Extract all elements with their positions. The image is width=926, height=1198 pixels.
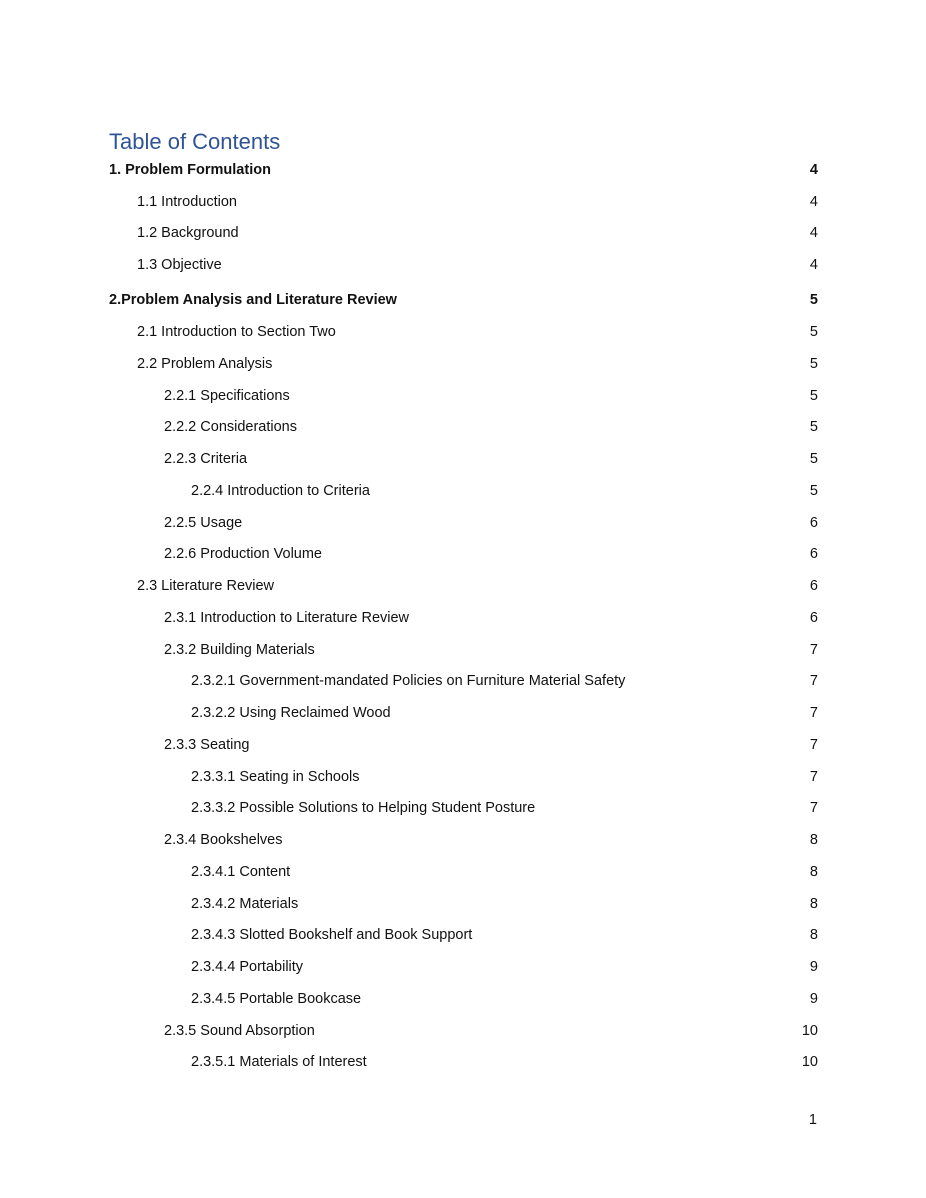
toc-entry[interactable] xyxy=(109,924,818,946)
toc-entry-label: 1. Problem Formulation xyxy=(109,162,271,178)
toc-entry-label: 2.3.4.1 Content xyxy=(191,864,291,880)
toc-entry[interactable] xyxy=(109,321,818,343)
toc-entry-label: 2.3.2 Building Materials xyxy=(164,642,315,658)
toc-entry-label: 2.3.4.2 Materials xyxy=(191,896,299,912)
toc-entry-page-number: 4 xyxy=(809,257,818,273)
toc-entry-page-number: 10 xyxy=(801,1023,818,1039)
toc-entry[interactable] xyxy=(109,1051,818,1073)
toc-entry[interactable] xyxy=(109,670,818,692)
toc-entry[interactable] xyxy=(109,480,818,502)
toc-entry-label: 2.2.3 Criteria xyxy=(164,451,248,467)
toc-entry-label: 2.3.4.3 Slotted Bookshelf and Book Support xyxy=(191,927,473,943)
toc-entry-label: 2.3.4.4 Portability xyxy=(191,959,304,975)
toc-entry-page-number: 5 xyxy=(809,419,818,435)
toc-entry-label: 2.3.4.5 Portable Bookcase xyxy=(191,991,362,1007)
toc-entry-page-number: 5 xyxy=(809,388,818,404)
toc-entry-page-number: 4 xyxy=(809,194,818,210)
toc-entry-page-number: 4 xyxy=(809,162,818,178)
toc-entry-label: 2.3.5 Sound Absorption xyxy=(164,1023,315,1039)
toc-entry-label: 2.3.4 Bookshelves xyxy=(164,832,283,848)
toc-entry[interactable] xyxy=(109,159,818,181)
toc-entry-label: 2.1 Introduction to Section Two xyxy=(137,324,336,340)
toc-entry-page-number: 8 xyxy=(809,927,818,943)
toc-entry[interactable] xyxy=(109,416,818,438)
toc-entry[interactable] xyxy=(109,702,818,724)
toc-entry[interactable] xyxy=(109,797,818,819)
toc-entry[interactable] xyxy=(109,543,818,565)
toc-entry-page-number: 9 xyxy=(809,991,818,1007)
toc-entry[interactable] xyxy=(109,988,818,1010)
toc-entry-page-number: 6 xyxy=(809,515,818,531)
toc-entry[interactable] xyxy=(109,734,818,756)
toc-entry[interactable] xyxy=(109,956,818,978)
toc-entry[interactable] xyxy=(109,861,818,883)
toc-entry-page-number: 6 xyxy=(809,546,818,562)
toc-entry-label: 2.3.3 Seating xyxy=(164,737,250,753)
table-of-contents xyxy=(109,0,818,1198)
toc-entry-label: 2.2 Problem Analysis xyxy=(137,356,273,372)
toc-entry-label: 1.1 Introduction xyxy=(137,194,237,210)
toc-entry[interactable] xyxy=(109,829,818,851)
toc-entry-page-number: 5 xyxy=(809,451,818,467)
toc-entry-page-number: 7 xyxy=(809,673,818,689)
toc-entry[interactable] xyxy=(109,1020,818,1042)
toc-entry-label: 1.2 Background xyxy=(137,225,239,241)
toc-entry[interactable] xyxy=(109,893,818,915)
toc-entry-page-number: 7 xyxy=(809,705,818,721)
toc-entry-page-number: 8 xyxy=(809,832,818,848)
toc-entry-label: 2.Problem Analysis and Literature Review xyxy=(109,292,397,308)
toc-entry[interactable] xyxy=(109,289,818,311)
toc-entry-label: 1.3 Objective xyxy=(137,257,222,273)
toc-entry-page-number: 10 xyxy=(801,1054,818,1070)
toc-entry-page-number: 9 xyxy=(809,959,818,975)
toc-entry-page-number: 5 xyxy=(809,356,818,372)
toc-entry-page-number: 7 xyxy=(809,642,818,658)
toc-entry[interactable] xyxy=(109,222,818,244)
toc-entry-label: 2.3.2.2 Using Reclaimed Wood xyxy=(191,705,391,721)
toc-entry-label: 2.2.2 Considerations xyxy=(164,419,297,435)
toc-entry-page-number: 6 xyxy=(809,578,818,594)
toc-entry-page-number: 5 xyxy=(809,483,818,499)
toc-entry[interactable] xyxy=(109,385,818,407)
toc-entry[interactable] xyxy=(109,607,818,629)
toc-entry-label: 2.2.4 Introduction to Criteria xyxy=(191,483,370,499)
toc-entry[interactable] xyxy=(109,191,818,213)
toc-entry[interactable] xyxy=(109,353,818,375)
toc-entry-label: 2.3 Literature Review xyxy=(137,578,275,594)
toc-entry-page-number: 4 xyxy=(809,225,818,241)
toc-entry[interactable] xyxy=(109,512,818,534)
toc-entry-page-number: 7 xyxy=(809,737,818,753)
toc-entry-label: 2.3.3.2 Possible Solutions to Helping Student Posture xyxy=(191,800,536,816)
page-number-footer: 1 xyxy=(808,1112,817,1128)
toc-entry[interactable] xyxy=(109,766,818,788)
toc-title: Table of Contents xyxy=(109,129,281,154)
toc-entry-page-number: 8 xyxy=(809,864,818,880)
toc-entry-label: 2.3.2.1 Government-mandated Policies on Furniture Material Safety xyxy=(191,673,626,689)
toc-entry-page-number: 7 xyxy=(809,769,818,785)
toc-entry[interactable] xyxy=(109,575,818,597)
toc-entry-page-number: 5 xyxy=(809,324,818,340)
toc-entry-label: 2.2.1 Specifications xyxy=(164,388,290,404)
toc-entry-label: 2.3.3.1 Seating in Schools xyxy=(191,769,360,785)
toc-entry[interactable] xyxy=(109,448,818,470)
toc-entry[interactable] xyxy=(109,639,818,661)
toc-entry-page-number: 7 xyxy=(809,800,818,816)
toc-entry-label: 2.2.6 Production Volume xyxy=(164,546,322,562)
toc-entry-page-number: 8 xyxy=(809,896,818,912)
toc-entry-label: 2.3.1 Introduction to Literature Review xyxy=(164,610,410,626)
toc-entry-page-number: 5 xyxy=(809,292,818,308)
toc-entry-label: 2.2.5 Usage xyxy=(164,515,243,531)
toc-entry[interactable] xyxy=(109,254,818,276)
toc-entry-label: 2.3.5.1 Materials of Interest xyxy=(191,1054,367,1070)
toc-entry-page-number: 6 xyxy=(809,610,818,626)
